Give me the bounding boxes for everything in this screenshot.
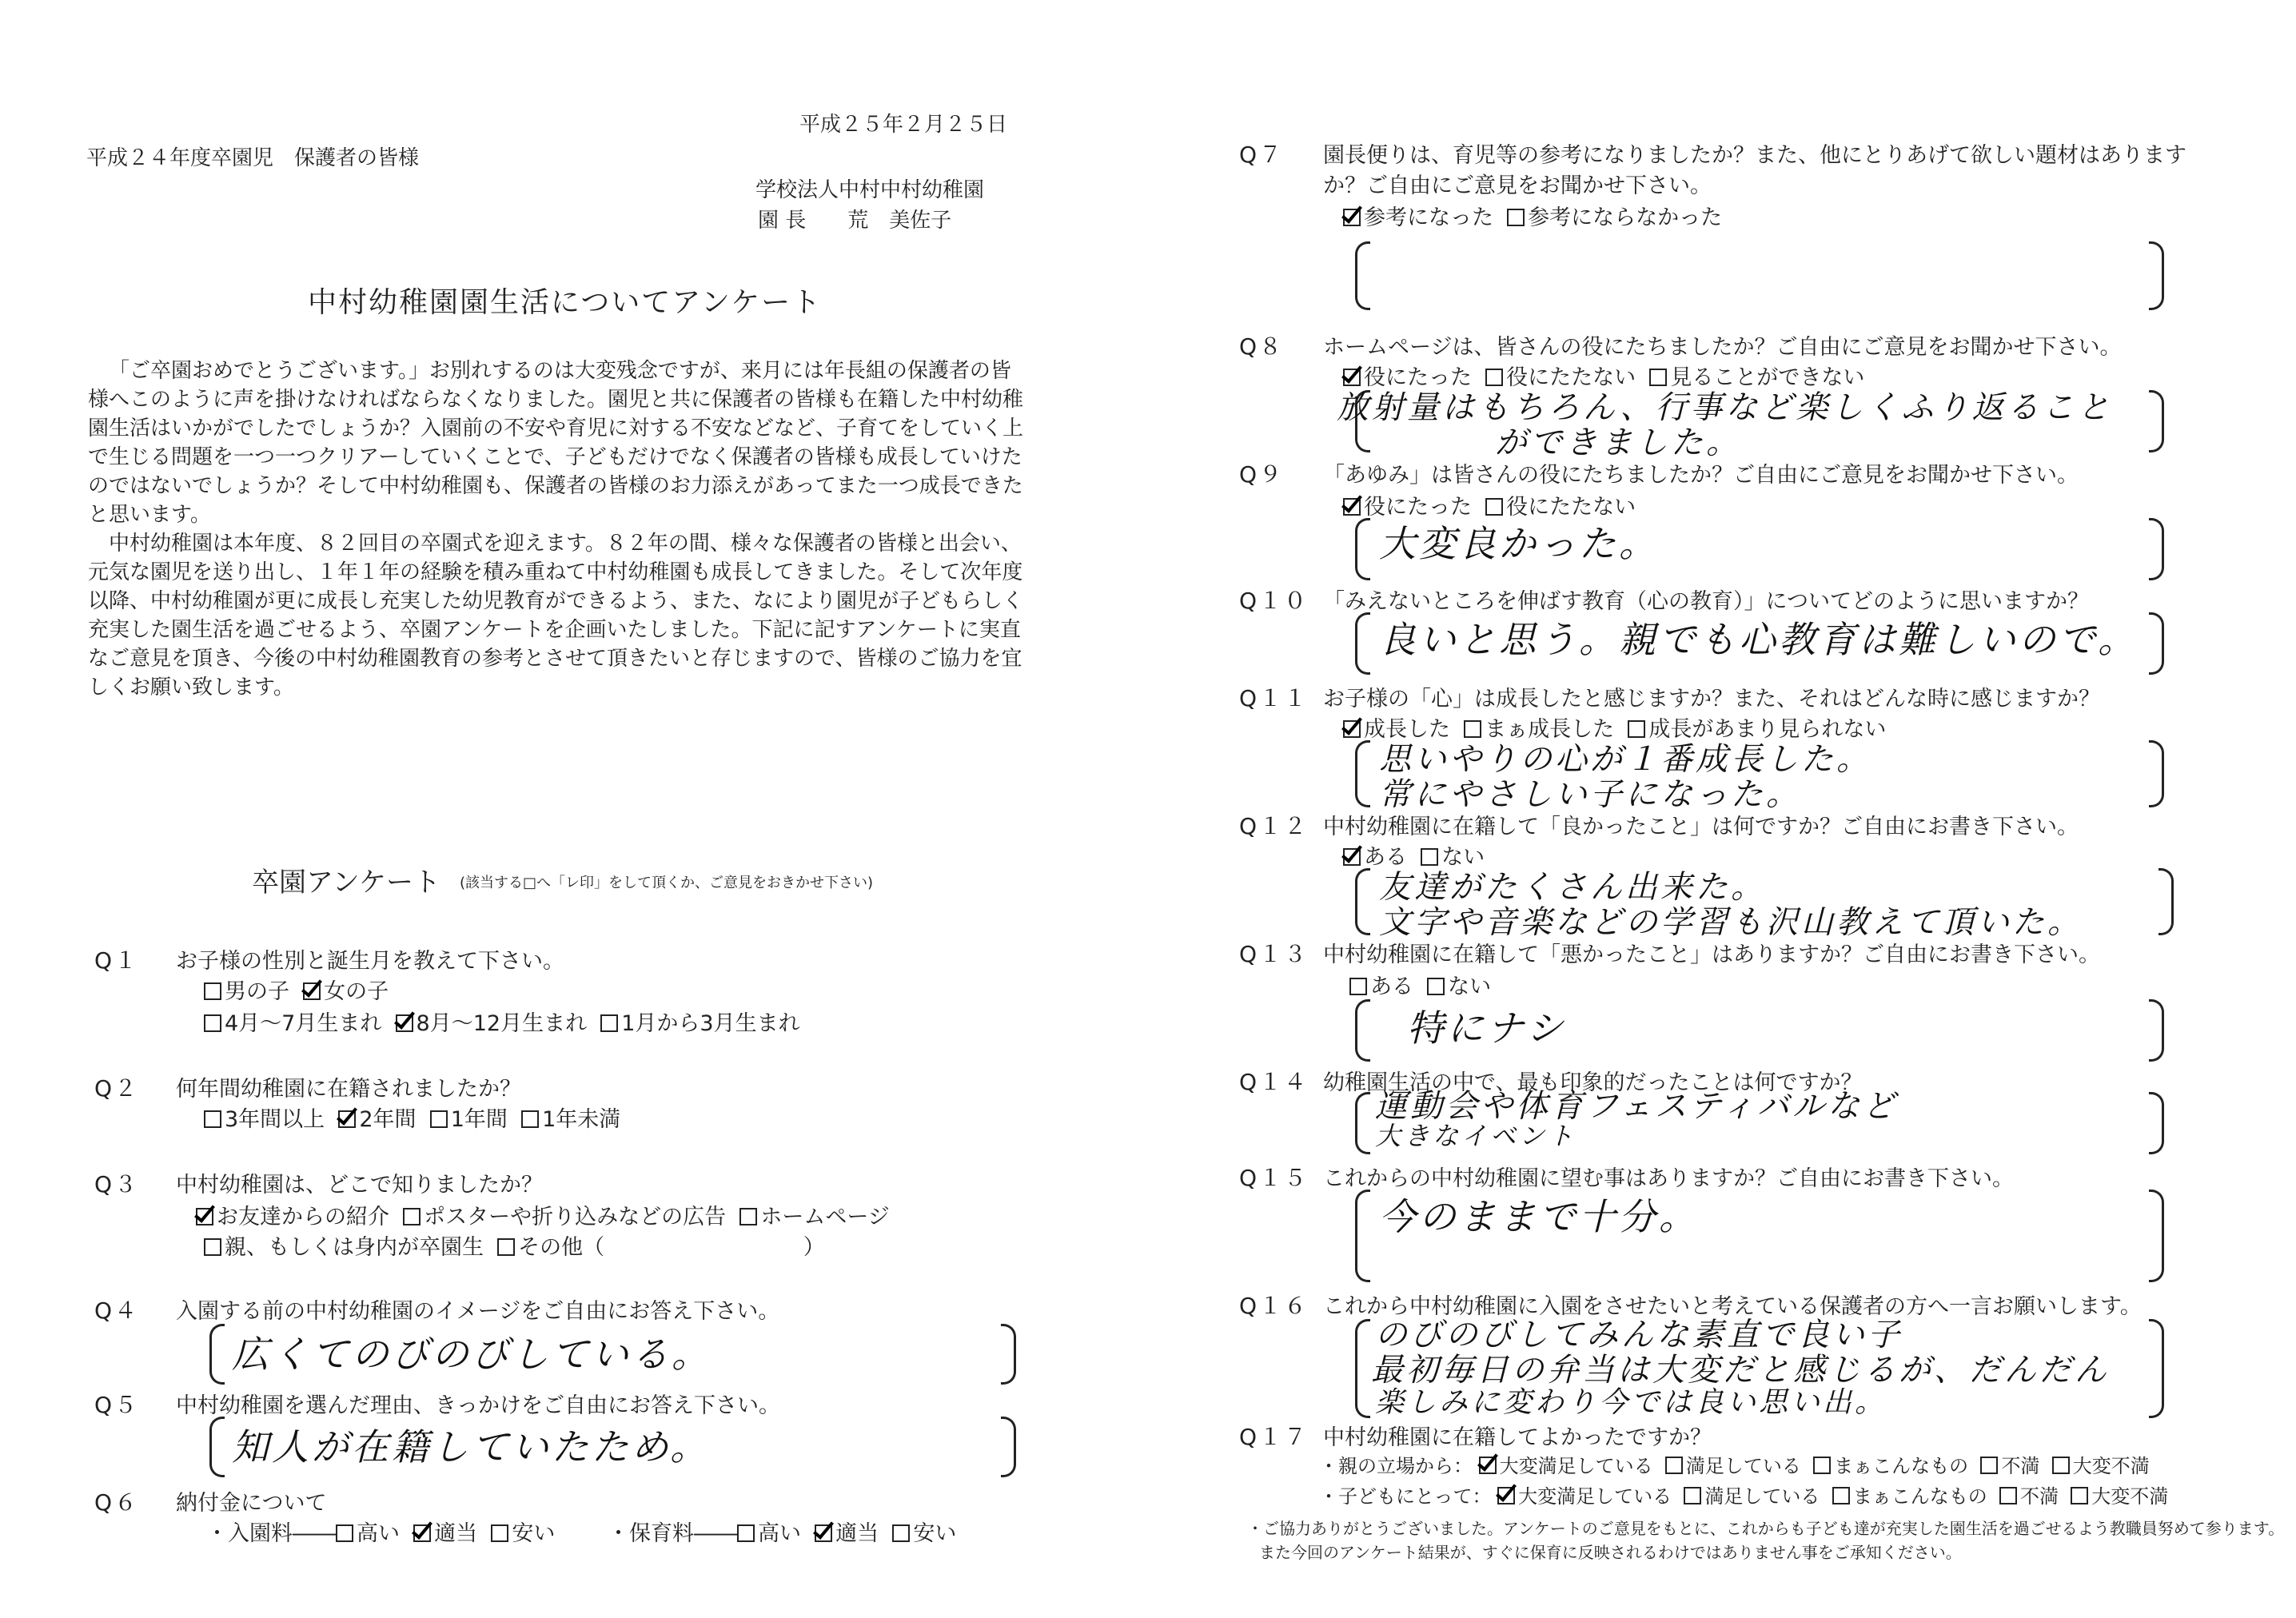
q17-opts-child: ・子どもにとって： 大変満足している 満足している まぁこんなもの 不満 大変不満 — [1319, 1485, 2169, 1508]
checkbox-checked[interactable] — [338, 1110, 356, 1128]
q3-opts-1: お友達からの紹介 ポスターや折り込みなどの広告 ホームページ — [196, 1199, 890, 1230]
q17-number: Q１７ — [1239, 1424, 1309, 1450]
intro-paragraph-2: 中村幼稚園は本年度、８２回目の卒園式を迎えます。８２年の間、様々な保護者の皆様と出会い、元気な園児を送り出し、１年１年の経験を積み重ねて中村幼稚園も成長してきました。そして次年度以降、中村幼稚園が更に成長し充実した幼児教育ができるよう、また、なにより園児が子どもらしく充実した園生活を過ごせるよう、卒園アンケートを企画いたしました。下記に記すアンケートに実直なご意見を頂き、今後の中村幼稚園教育の参考とさせて頂きたいと存じますので、皆様のご協力を宜しくお願い致します。 — [88, 532, 1024, 699]
q7-text-2: か？ご自由にご意見をお聞かせ下さい。 — [1323, 173, 1712, 198]
checkbox[interactable] — [430, 1110, 448, 1128]
q11-number: Q１１ — [1239, 685, 1309, 711]
q6-text: 納付金について — [176, 1491, 327, 1516]
q7-number: Q７ — [1239, 141, 1285, 168]
checkbox-checked[interactable] — [1497, 1487, 1515, 1504]
q9-opts: 役にたった 役にたたない — [1343, 489, 1636, 520]
q12-text: 中村幼稚園に在籍して「良かったこと」は何ですか？ご自由にお書き下さい。 — [1323, 815, 2079, 839]
checkbox-checked[interactable] — [1343, 209, 1361, 226]
checkbox[interactable] — [204, 1238, 221, 1256]
page-title: 中村幼稚園園生活についてアンケート — [308, 286, 823, 319]
answer-bracket-right — [2149, 740, 2164, 807]
intro-paragraph-1: 「ご卒園おめでとうございます。」お別れするのは大変残念ですが、来月には年長組の保護者の皆様へこのように声を掛けなければならなくなりました。園児と共に保護者の皆様も在籍した中村幼稚園生活はいかがでしたでしょうか？入園前の不安や育児に対する不安などなど、子育てをしていく上で生じる問題を一つ一つクリアーしていくことで、子どもだけでなく保護者の皆様も成長していけたのではないでしょうか？そして中村幼稚園も、保護者の皆様のお力添えがあってまた一つ成長できたと思います。 — [88, 359, 1024, 527]
q11-answer-2: 常にやさしい子になった。 — [1379, 776, 1801, 813]
q8-opts: 役にたった 役にたたない 見ることができない — [1343, 360, 1864, 391]
q3-opts-2: 親、もしくは身内が卒園生 その他（ ） — [204, 1229, 825, 1261]
answer-bracket-left — [1355, 999, 1370, 1062]
q8-answer-1: 放射量はもちろん、行事など楽しくふり返ること — [1337, 389, 2113, 426]
answer-bracket-right — [2149, 999, 2164, 1062]
checkbox[interactable] — [1999, 1487, 2017, 1504]
answer-bracket-right — [2149, 390, 2164, 452]
q16-text: これから中村幼稚園に入園をさせたいと考えている保護者の方へ一言お願いします。 — [1323, 1294, 2142, 1319]
q2-text: 何年間幼稚園に在籍されましたか？ — [176, 1077, 521, 1102]
answer-bracket-right — [2149, 612, 2164, 675]
checkbox-checked[interactable] — [413, 1524, 431, 1542]
q4-text: 入園する前の中村幼稚園のイメージをご自由にお答え下さい。 — [176, 1299, 780, 1324]
q2-opts: 3年間以上 2年間 1年間 1年未満 — [204, 1102, 620, 1133]
answer-bracket-left — [1355, 868, 1370, 935]
checkbox[interactable] — [1485, 498, 1503, 516]
checkbox[interactable] — [204, 982, 221, 1000]
q7-text-1: 園長便りは、育児等の参考になりましたか？また、他にとりあげて欲しい題材はあります — [1323, 143, 2186, 168]
checkbox[interactable] — [491, 1524, 508, 1542]
q17-text: 中村幼稚園に在籍してよかったですか？ — [1323, 1425, 1712, 1450]
q8-answer-2: ができました。 — [1495, 424, 1741, 461]
q12-answer-2: 文字や音楽などの学習も沢山教えて頂いた。 — [1379, 904, 2083, 941]
q5-number: Q５ — [94, 1392, 140, 1418]
q5-text: 中村幼稚園を選んだ理由、きっかけをご自由にお答え下さい。 — [176, 1393, 780, 1418]
q14-answer-2: 大きなイベント — [1375, 1121, 1577, 1151]
checkbox[interactable] — [521, 1110, 539, 1128]
addressee: 平成２４年度卒園児 保護者の皆様 — [86, 146, 420, 170]
q15-number: Q１５ — [1239, 1165, 1309, 1191]
q16-answer-2: 最初毎日の弁当は大変だと感じるが、だんだん — [1371, 1352, 2110, 1389]
checkbox-checked[interactable] — [1343, 498, 1361, 516]
checkbox[interactable] — [737, 1524, 755, 1542]
q3-number: Q３ — [94, 1171, 140, 1198]
q6-number: Q６ — [94, 1489, 140, 1516]
q1-number: Q１ — [94, 947, 140, 974]
checkbox[interactable] — [1684, 1487, 1701, 1504]
answer-bracket-right — [2158, 868, 2174, 935]
answer-bracket-right — [2149, 241, 2164, 310]
date: 平成２５年２月２５日 — [799, 113, 1008, 137]
answer-bracket-right — [2149, 518, 2164, 580]
checkbox[interactable] — [1349, 978, 1367, 995]
q16-answer-1: のびのびしてみんな素直で良い子 — [1375, 1317, 1903, 1353]
q6-opts-entry: ・入園料―― 高い 適当 安い — [206, 1521, 556, 1546]
q1-text: お子様の性別と誕生月を教えて下さい。 — [176, 949, 564, 974]
answer-bracket-right — [2149, 1092, 2164, 1154]
checkbox[interactable] — [204, 1014, 221, 1032]
checkbox-checked[interactable] — [303, 982, 321, 1000]
answer-bracket-left — [1355, 1319, 1370, 1418]
q17-opts-parent: ・親の立場から： 大変満足している 満足している まぁこんなもの 不満 大変不満 — [1319, 1455, 2150, 1477]
q1-opts-gender: 男の子 女の子 — [204, 974, 389, 1005]
q14-number: Q１４ — [1239, 1069, 1309, 1095]
answer-bracket-left — [1355, 241, 1370, 310]
q14-answer-1: 運動会や体育フェスティバルなど — [1375, 1088, 1898, 1125]
q8-number: Q８ — [1239, 333, 1285, 360]
checkbox[interactable] — [2052, 1457, 2070, 1474]
answer-bracket-right — [1001, 1324, 1016, 1385]
checkbox-checked[interactable] — [396, 1014, 413, 1032]
checkbox-checked[interactable] — [1343, 848, 1361, 866]
principal-name: 園 長 荒 美佐子 — [758, 209, 952, 233]
q4-answer: 広くてのびのびしている。 — [232, 1333, 712, 1376]
checkbox[interactable] — [1507, 209, 1525, 226]
checkbox[interactable] — [497, 1238, 515, 1256]
q12-opts: ある ない — [1343, 839, 1485, 871]
q2-number: Q２ — [94, 1075, 140, 1102]
q9-number: Q９ — [1239, 461, 1285, 488]
q1-opts-birth: 4月～7月生まれ 8月～12月生まれ 1月から3月生まれ — [204, 1006, 800, 1037]
answer-bracket-left — [1355, 518, 1370, 580]
q9-answer: 大変良かった。 — [1379, 522, 1659, 565]
answer-bracket-left — [1355, 740, 1370, 807]
answer-bracket-left — [209, 1324, 225, 1385]
q12-answer-1: 友達がたくさん出来た。 — [1379, 869, 1766, 906]
q15-text: これからの中村幼稚園に望む事はありますか？ご自由にお書き下さい。 — [1323, 1166, 2014, 1191]
q16-answer-3: 楽しみに変わり今では良い思い出。 — [1375, 1386, 1887, 1419]
checkbox[interactable] — [739, 1208, 757, 1225]
checkbox-checked[interactable] — [196, 1208, 213, 1225]
answer-bracket-right — [2149, 1319, 2164, 1418]
checkbox[interactable] — [204, 1110, 221, 1128]
q10-text: 「みえないところを伸ばす教育（心の教育）」についてどのように思いますか？ — [1323, 589, 2089, 614]
q13-opts: ある ない — [1349, 969, 1491, 1000]
checkbox[interactable] — [1427, 978, 1445, 995]
checkbox[interactable] — [892, 1524, 910, 1542]
answer-bracket-left — [1355, 1190, 1370, 1282]
checkbox-checked[interactable] — [815, 1524, 832, 1542]
answer-bracket-left — [1355, 612, 1370, 675]
q6-opts-childcare: ・保育料―― 高い 適当 安い — [608, 1521, 957, 1546]
q16-number: Q１６ — [1239, 1293, 1309, 1319]
q10-answer: 良いと思う。親でも心教育は難しいので。 — [1379, 618, 2139, 661]
footer-note-1: ・ご協力ありがとうございました。アンケートのご意見をもとに、これからも子ども達が充実した園生活を過ごせるよう教職員努めて参ります。 — [1247, 1519, 2285, 1538]
q13-answer: 特にナシ — [1407, 1006, 1567, 1050]
q3-text: 中村幼稚園は、どこで知りましたか？ — [176, 1173, 543, 1198]
checkbox[interactable] — [1832, 1487, 1850, 1504]
q15-answer: 今のままで十分。 — [1379, 1195, 1699, 1238]
survey-title: 卒園アンケート — [252, 867, 440, 899]
q4-number: Q４ — [94, 1297, 140, 1324]
school-name: 学校法人中村中村幼稚園 — [755, 178, 985, 202]
checkbox[interactable] — [2071, 1487, 2088, 1504]
q10-number: Q１０ — [1239, 588, 1309, 614]
checkbox[interactable] — [403, 1208, 421, 1225]
q12-number: Q１２ — [1239, 813, 1309, 839]
q13-number: Q１３ — [1239, 941, 1309, 967]
survey-note: (該当する□へ「レ印」をして頂くか、ご意見をおきかせ下さい) — [460, 875, 874, 891]
q11-text: お子様の「心」は成長したと感じますか？また、それはどんな時に感じますか？ — [1323, 687, 2100, 711]
q11-answer-1: 思いやりの心が１番成長した。 — [1379, 741, 1871, 778]
answer-bracket-left — [1355, 1092, 1370, 1154]
q5-answer: 知人が在籍していたため。 — [232, 1425, 711, 1469]
answer-bracket-right — [2149, 1190, 2164, 1282]
checkbox[interactable] — [1813, 1457, 1831, 1474]
q8-text: ホームページは、皆さんの役にたちましたか？ご自由にご意見をお聞かせ下さい。 — [1323, 335, 2122, 360]
answer-bracket-left — [209, 1417, 225, 1477]
checkbox-checked[interactable] — [1343, 720, 1361, 738]
footer-note-2: また今回のアンケート結果が、すぐに保育に反映されるわけではありません事をご承知ください。 — [1259, 1543, 1962, 1562]
answer-bracket-right — [1001, 1417, 1016, 1477]
checkbox[interactable] — [1980, 1457, 1998, 1474]
q13-text: 中村幼稚園に在籍して「悪かったこと」はありますか？ご自由にお書き下さい。 — [1323, 943, 2100, 967]
checkbox-checked[interactable] — [1479, 1457, 1497, 1474]
checkbox[interactable] — [336, 1524, 353, 1542]
q14-text: 幼稚園生活の中で、最も印象的だったことは何ですか？ — [1323, 1070, 1863, 1095]
checkbox[interactable] — [1665, 1457, 1683, 1474]
checkbox[interactable] — [600, 1014, 618, 1032]
q11-opts: 成長した まぁ成長した 成長があまり見られない — [1343, 711, 1886, 743]
q9-text: 「あゆみ」は皆さんの役にたちましたか？ご自由にご意見をお聞かせ下さい。 — [1323, 463, 2079, 488]
q7-opts: 参考になった 参考にならなかった — [1343, 200, 1722, 231]
